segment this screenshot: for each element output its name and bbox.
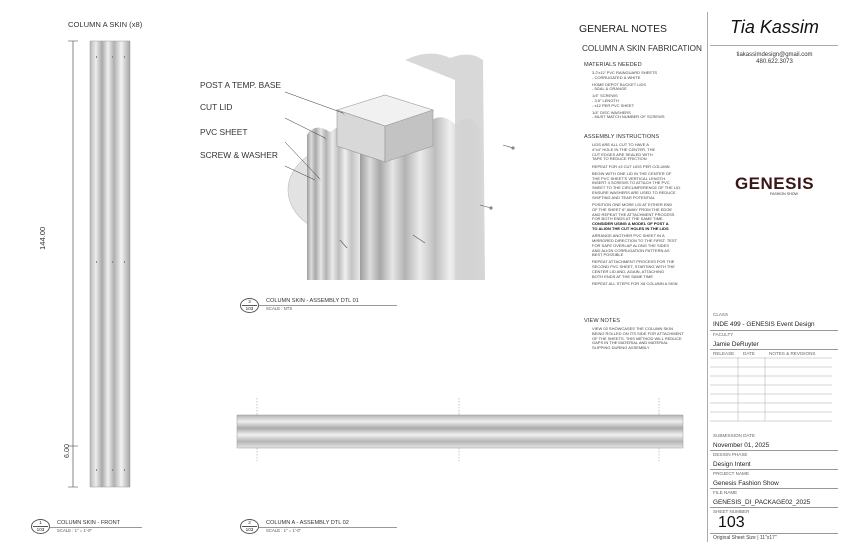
materials-line: - 3.5" LENGTH <box>592 97 619 103</box>
view-title-assembly-02: COLUMN A - ASSEMBLY DTL 02 <box>266 520 349 526</box>
designer-name: Tia Kassim <box>730 17 819 37</box>
class-value: INDE 499 - GENESIS Event Design <box>713 321 815 328</box>
project-label: PROJECT NAME <box>713 471 749 476</box>
phase-label: DESIGN PHASE <box>713 452 748 457</box>
assembly-line: TO ALIGN THE CUT HOLES IN THE LIDS <box>592 225 669 231</box>
assembly-line: BOTH ENDS AT THE SAME TIME <box>592 273 654 279</box>
view-tag-front: 1 103 <box>31 519 50 534</box>
materials-line: - x12 PER PVC SHEET <box>592 102 635 108</box>
callout-screw-washer: SCREW & WASHER <box>200 150 278 160</box>
materials-line: 1/4" SCREWS <box>592 93 618 99</box>
sheet-label: SHEET NUMBER <box>713 509 750 514</box>
materials-line: - MUST MATCH NUMBER OF SCREWS <box>592 114 665 120</box>
column-side-drawing <box>235 395 685 465</box>
view-note-line: OF THE SHEETS. THIS METHOD WILL REDUCE <box>592 335 682 341</box>
assembly-line: SHIFTING AND TEAR POTENTIAL <box>592 194 656 200</box>
callout-pvc-sheet: PVC SHEET <box>200 127 248 137</box>
file-value: GENESIS_DI_PACKAGE02_2025 <box>713 499 811 506</box>
assembly-line: INSERT 4 SCREWS TO ATTACH THE PVC <box>592 180 670 186</box>
general-notes-subtitle: COLUMN A SKIN FABRICATION <box>582 44 702 53</box>
assembly-line: BEGIN WITH ONE LID IN THE CENTER OF <box>592 170 672 176</box>
assembly-line: FOR BOTH ENDS AT THE SAME TIME. <box>592 216 664 222</box>
general-notes-title: GENERAL NOTES <box>579 24 667 35</box>
assembly-line: FOR SAFE OVERLAP ALONG THE SIDES <box>592 242 669 248</box>
submission-label: SUBMISSION DATE <box>713 433 756 438</box>
view-note-line: GAPS IN THE MATERIAL AND MATERIAL <box>592 340 669 346</box>
column-assembly-3d-drawing <box>285 40 540 288</box>
designer-phone: 480.622.3073 <box>756 59 793 65</box>
rev-header-notes: NOTES & REVISIONS <box>769 351 816 356</box>
view-note-line: VIEW 03 SHOWCASES THE COLUMN SKIN <box>592 326 673 331</box>
assembly-line: CUT EDGES ARE SEALED WITH <box>592 151 653 157</box>
rev-header-release: RELEASE <box>713 351 735 356</box>
dimension-height: 144.00 <box>38 226 47 250</box>
submission-value: November 01, 2025 <box>713 442 770 449</box>
assembly-line: CENTER LID AND, AGAIN, ATTACHING <box>592 269 665 275</box>
callout-cut-lid: CUT LID <box>200 102 233 112</box>
materials-list <box>592 71 702 120</box>
rev-header-date: DATE <box>743 351 755 356</box>
assembly-heading: ASSEMBLY INSTRUCTIONS <box>584 134 660 140</box>
assembly-line: MIRRORED DIRECTION TO THE FIRST. TEST <box>592 237 678 243</box>
assembly-line: REPEAT FOR x3 CUT LIDS PER COLUMN <box>592 163 670 169</box>
faculty-value: Jamie DeRuyter <box>713 341 759 348</box>
dimension-offset: 6.00 <box>62 444 71 458</box>
view-title-assembly-01: COLUMN SKIN - ASSEMBLY DTL 01 <box>266 298 359 304</box>
faculty-label: FACULTY <box>713 332 734 337</box>
assembly-line: BEST POSSIBLE <box>592 252 624 258</box>
sheet-size-note: Original Sheet Size | 11"x17" <box>713 535 777 541</box>
revision-table <box>710 357 832 427</box>
materials-line: HOME DEPOT BUCKET LIDS <box>592 81 647 87</box>
view-note-line: SLIPPING DURING ASSEMBLY <box>592 345 650 351</box>
assembly-line: TAPE TO REDUCE FRICTION <box>592 156 647 162</box>
assembly-line: OF THE SHEET 6" AWAY FROM THE EDGE <box>592 206 673 212</box>
assembly-line: ENSURE WASHERS ARE USED TO REDUCE <box>592 189 676 195</box>
column-front-drawing <box>40 35 150 495</box>
assembly-line: SHEET TO THE CIRCUMFERENCE OF THE LID. <box>592 185 682 191</box>
file-label: FILE NAME <box>713 490 738 495</box>
title-block-border <box>707 12 708 542</box>
view-title-front: COLUMN SKIN - FRONT <box>57 520 121 526</box>
assembly-line: THE PVC SHEET'S VERTICAL LENGTH. <box>592 175 667 181</box>
materials-line: - 5GAL & ORANGE <box>592 86 627 92</box>
materials-line: 3.2'x12' PVC RAINGUARD SHEETS <box>592 70 658 75</box>
materials-heading: MATERIALS NEEDED <box>584 62 642 68</box>
view-note-line: BEING ROLLED ON ITS SIDE FOR ATTACHMENT <box>592 330 684 336</box>
phase-value: Design Intent <box>713 461 751 468</box>
front-view-title: COLUMN A SKIN (x8) <box>68 20 143 29</box>
assembly-line: CONSIDER USING A MODEL OF POST A <box>592 221 669 227</box>
view-scale-assembly-02: SCALE : 1" = 1'-0" <box>266 528 302 533</box>
assembly-list <box>592 143 702 287</box>
assembly-line: 4"x4" HOLE IN THE CENTER. THE <box>592 146 656 152</box>
class-label: CLASS <box>713 312 729 317</box>
sheet-number: 103 <box>718 514 745 531</box>
assembly-line: REPEAT ATTACHMENT PROCESS FOR THE <box>592 259 675 265</box>
assembly-line: REPEAT ALL STEPS FOR X8 COLUMN A SKIN <box>592 281 678 287</box>
assembly-line: AND REPEAT THE ATTACHMENT PROCESS <box>592 211 675 217</box>
view-tag-assembly-02: 2 103 <box>240 519 259 534</box>
view-tag-assembly-01: 3 103 <box>240 298 259 313</box>
assembly-line: LIDS ARE ALL CUT TO HAVE A <box>592 142 649 147</box>
materials-line: - CORRUGATED & WHITE <box>592 74 641 80</box>
view-notes-list <box>592 327 702 351</box>
materials-line: 1/4" DISC WASHERS <box>592 109 631 115</box>
view-notes-heading: VIEW NOTES <box>584 318 621 324</box>
assembly-line: POSITION ONE MORE LID AT EITHER END <box>592 201 673 207</box>
project-value: Genesis Fashion Show <box>713 480 779 487</box>
genesis-logo: GENESIS <box>734 174 815 193</box>
assembly-line: ARRANGE ANOTHER PVC SHEET IN A <box>592 233 665 239</box>
genesis-logo-sub: FASHION SHOW <box>770 192 798 196</box>
callout-post-base: POST A TEMP. BASE <box>200 80 281 90</box>
assembly-line: SECOND PVC SHEET, STARTING WITH THE <box>592 264 675 270</box>
designer-email[interactable]: tiakassimdesign@gmail.com <box>736 52 813 58</box>
view-scale-assembly-01: SCALE : NTS <box>266 306 293 311</box>
view-scale-front: SCALE : 1" = 1'-0" <box>57 528 93 533</box>
assembly-line: AND ALIGN CORRUGATION PATTERN AS <box>592 247 670 253</box>
